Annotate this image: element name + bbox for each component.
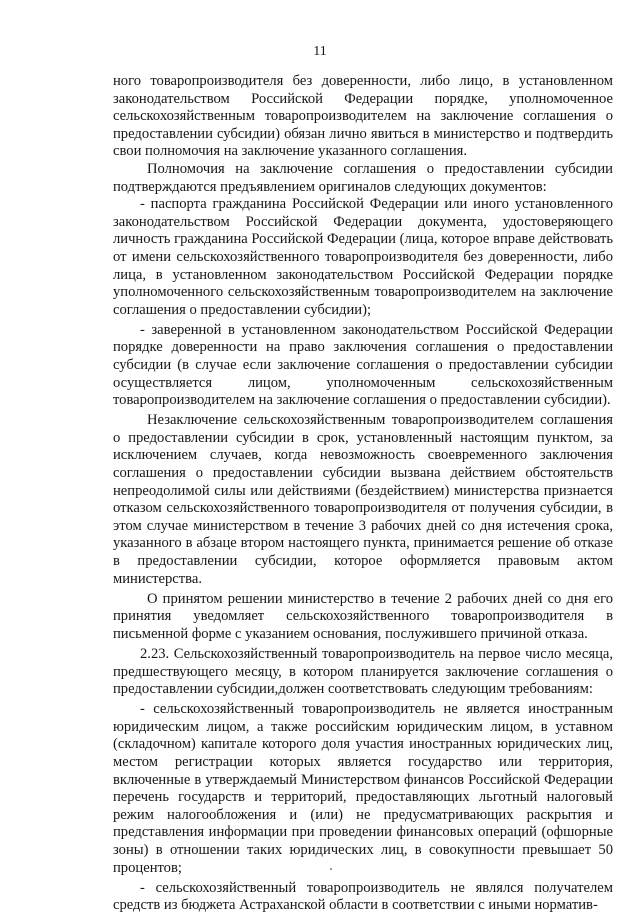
scan-speck	[330, 868, 332, 870]
body-text	[113, 73, 613, 915]
paragraph-non-conclusion: Незаключение сельскохозяйственным товаропроизводителем соглашения о предоставлении субсидии в срок, установленный настоящим пунктом, за исключением случаев, когда невозможность своевременного заключения соглашения о предоставлении субсидии вызвана действием обстоятельств непреодолимой силы или действиями (бездействием) министерства признается отказом сельскохозяйственного товаропроизводителя от получения субсидии, в этом случае министерством в течение 3 рабочих дней со дня истечения срока, указанного в абзаце втором настоящего пункта, принимается решение об отказе в предоставлении субсидии, которое оформляется правовым актом министерства.	[113, 412, 613, 587]
list-item-foreign-entity: - сельскохозяйственный товаропроизводитель не является иностранным юридическим лицом, а также российским юридическим лицом, в уставном (складочном) капитале которого доля участия иностранных юридических лиц, местом регистрации которых является государство или территория, включенные в утверждаемый Министерством финансов Российской Федерации перечень государств и территорий, предоставляющих льготный налоговый режим налогообложения и (или) не предусматривающих раскрытия и представления информации при проведении финансовых операций (офшорные зоны) в отношении таких юридических лиц, в совокупности превышает 50 процентов;	[113, 701, 613, 876]
paragraph-continuation: ного товаропроизводителя без доверенности, либо лицо, в установленном законодательством Российской Федерации порядке, уполномоченное сельскохозяйственным товаропроизводителем на заключение соглашения о предоставлении субсидии) обязан лично явиться в министерство и подтвердить свои полномочия на заключение указанного соглашения.	[113, 73, 613, 160]
paragraph-section-2-23: 2.23. Сельскохозяйственный товаропроизводитель на первое число месяца, предшествующего месяцу, в котором планируется заключение соглашения о предоставлении субсидии,должен соответствовать следующим требованиям:	[113, 646, 613, 698]
page-number: 11	[313, 44, 327, 59]
list-item-passport: - паспорта гражданина Российской Федерации или иного установленного законодательством Российской Федерации документа, удостоверяющего личность гражданина Российской Федерации (лица, которое вправе действовать от имени сельскохозяйственного товаропроизводителя без доверенности, либо лица, в установленном законодательством Российской Федерации порядке уполномоченного сельскохозяйственным товаропроизводителем на заключение соглашения о предоставлении субсидии);	[113, 196, 613, 318]
paragraph-notification: О принятом решении министерство в течение 2 рабочих дней со дня его принятия уведомляет сельскохозяйственного товаропроизводителя в письменной форме с указанием основания, послужившего причиной отказа.	[113, 590, 613, 642]
list-item-power-of-attorney: - заверенной в установленном законодательством Российской Федерации порядке доверенности на право заключения соглашения о предоставлении субсидии (в случае если заключение соглашения о предоставлении субсидии осуществляется лицом, уполномоченным сельскохозяйственным товаропроизводителем на заключение соглашения о предоставлении субсидии).	[113, 321, 613, 409]
paragraph-authority-confirmation: Полномочия на заключение соглашения о предоставлении субсидии подтверждаются предъявлением оригиналов следующих документов:	[113, 160, 613, 195]
list-item-budget-funds: - сельскохозяйственный товаропроизводитель не являлся получателем средств из бюджета Астраханской области в соответствии с иными норматив-	[113, 879, 613, 914]
